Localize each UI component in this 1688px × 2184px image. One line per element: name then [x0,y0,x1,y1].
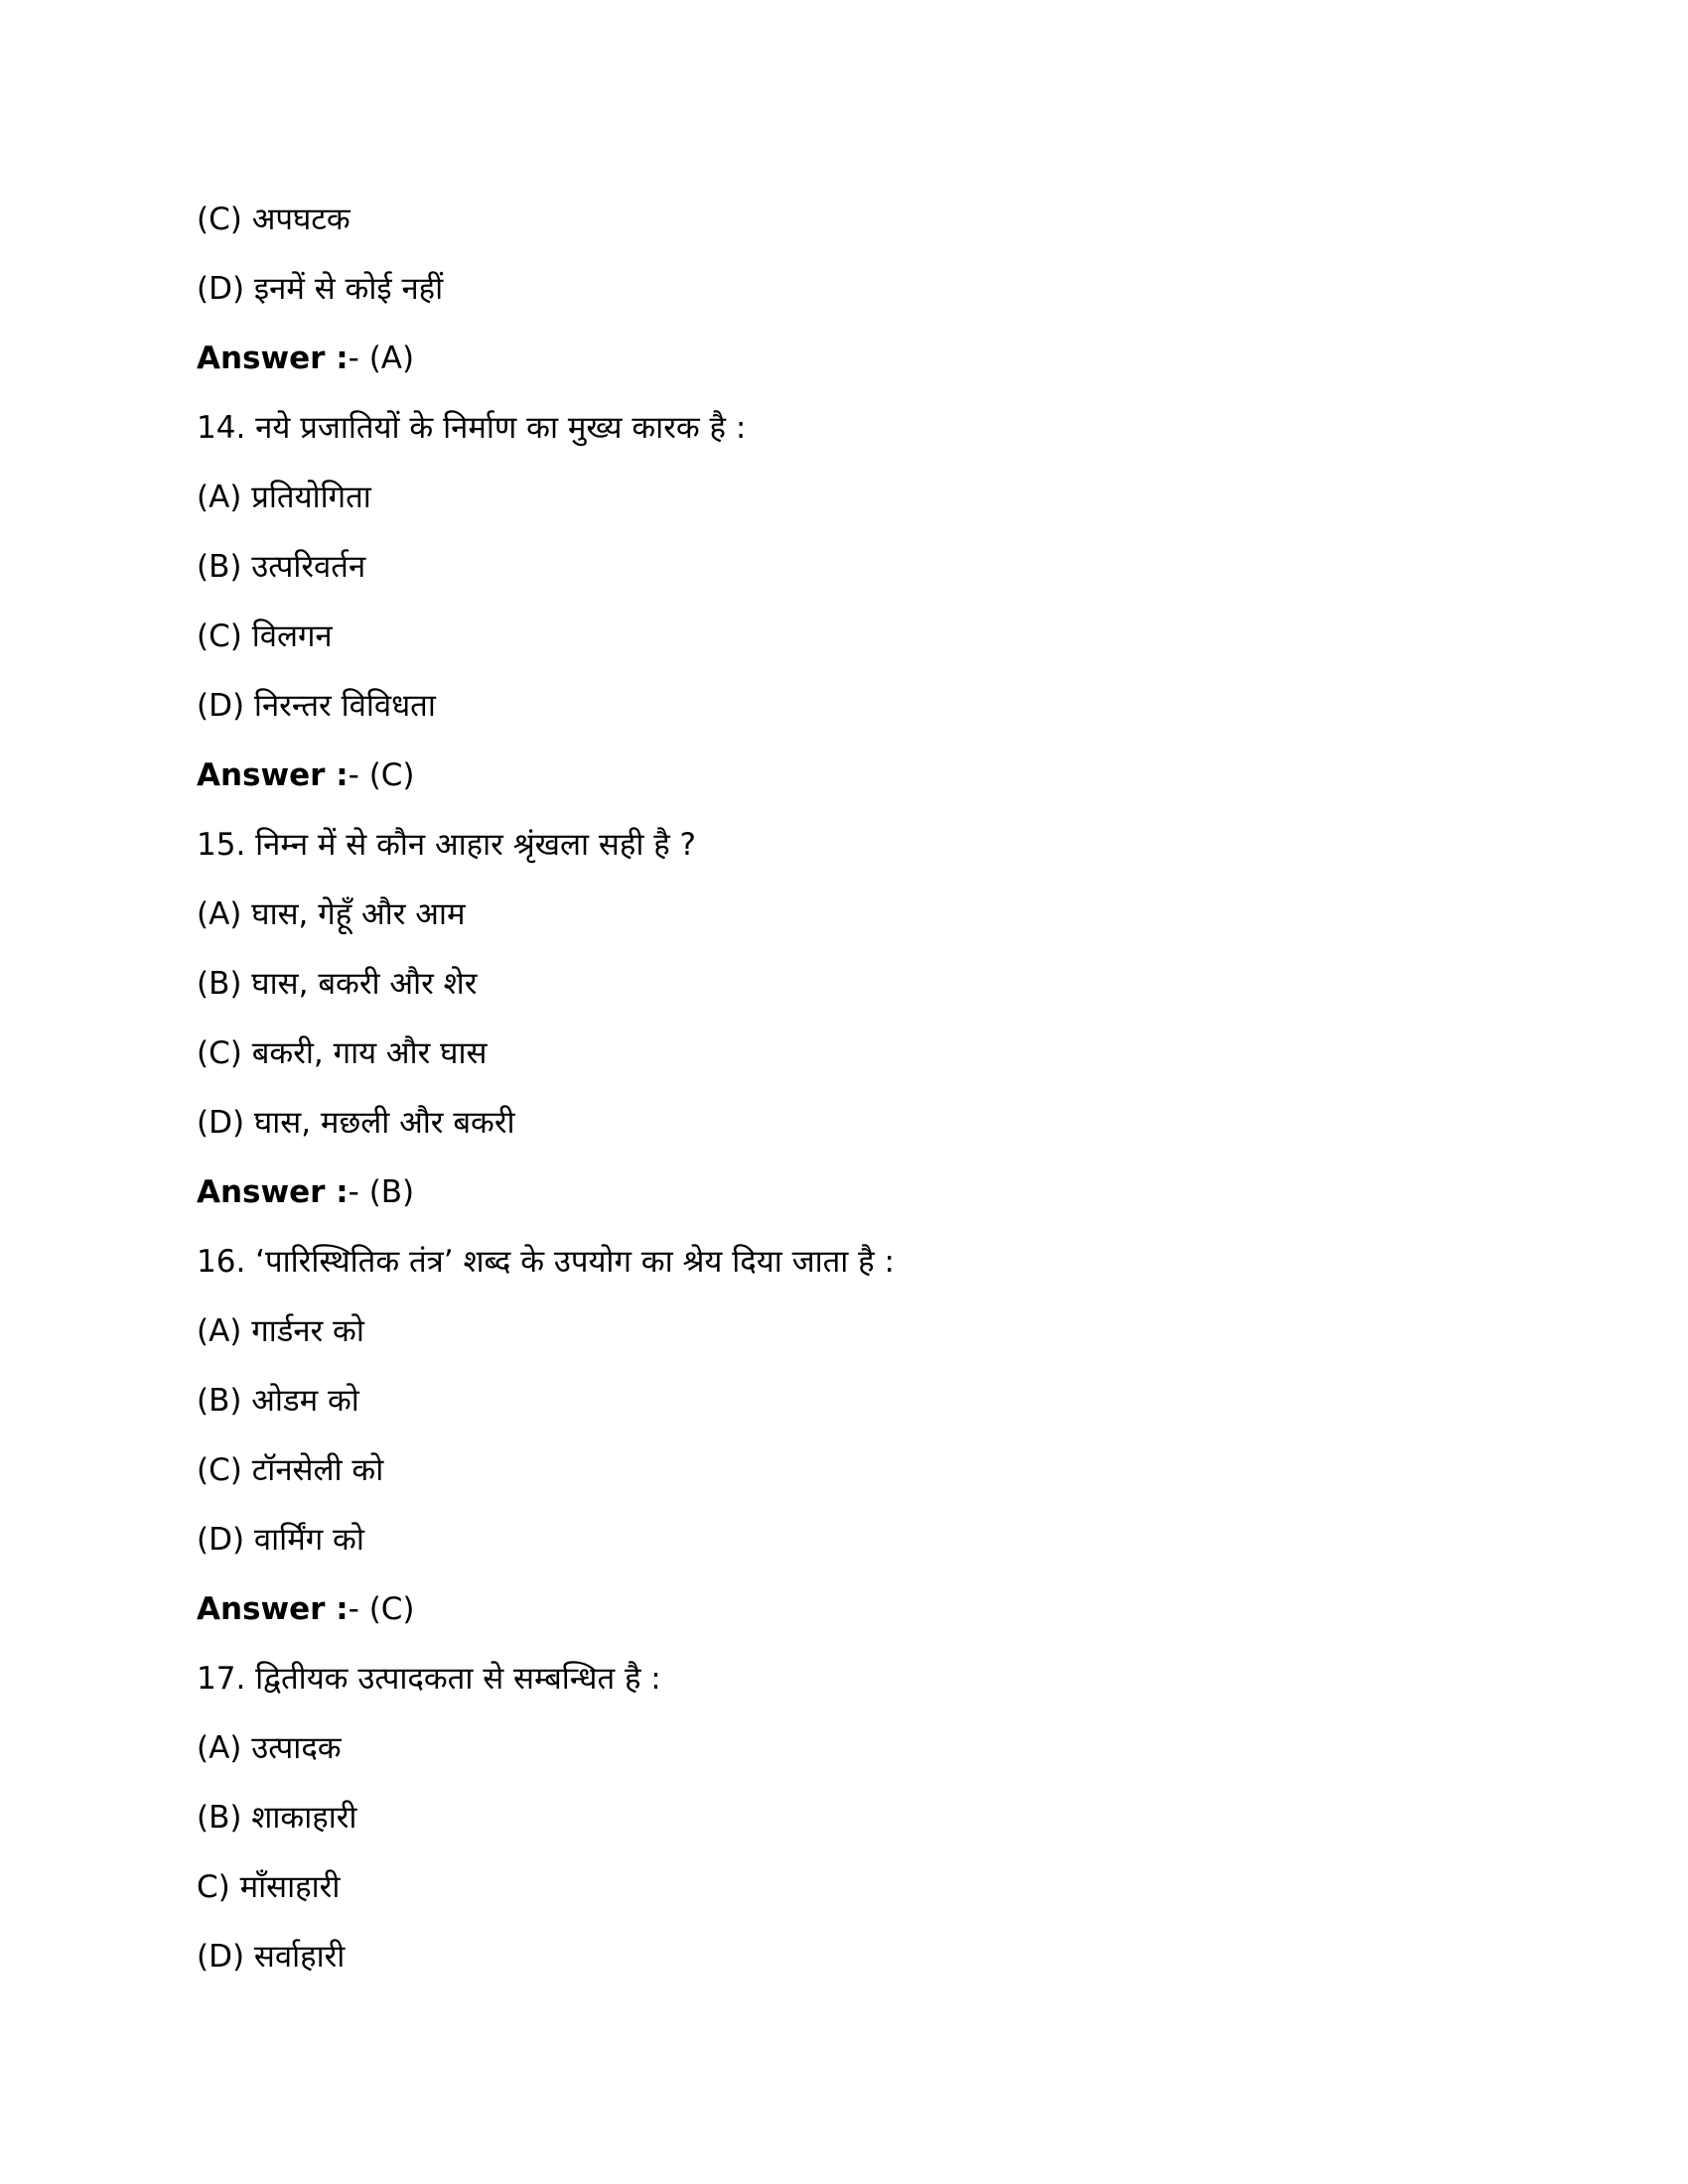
option-line: (C) अपघटक [197,202,351,237]
option-line: (B) उत्परिवर्तन [197,549,366,585]
answer-label: Answer : [197,1591,349,1627]
option-line: C) माँसाहारी [197,1869,341,1905]
question-line: 15. निम्न में से कौन आहार श्रृंखला सही है ? [197,827,696,863]
option-line: (D) सर्वाहारी [197,1939,346,1975]
option-line: (C) विलगन [197,618,333,654]
answer-value: - (C) [348,1591,415,1627]
option-line: (A) गार्डनर को [197,1313,364,1349]
answer-value: - (A) [348,341,415,376]
option-line: (B) घास, बकरी और शेर [197,966,478,1002]
answer-line [197,1167,1567,1237]
answer-line [197,334,1567,403]
question-line: 17. द्वितीयक उत्पादकता से सम्बन्धित है : [197,1661,661,1697]
answer-label: Answer : [197,1174,349,1210]
option-line: (B) ओडम को [197,1383,359,1419]
answer-label: Answer : [197,341,349,376]
answer-value: - (C) [348,757,415,793]
option-line: (C) बकरी, गाय और घास [197,1035,488,1071]
question-line: 14. नये प्रजातियों के निर्माण का मुख्य कारक है : [197,410,747,446]
option-line: (D) इनमें से कोई नहीं [197,271,444,307]
option-line: (D) निरन्तर विविधता [197,688,436,724]
option-line: (A) प्रतियोगिता [197,479,371,515]
option-line: (C) टॉनसेली को [197,1452,384,1488]
quiz-content [197,195,1567,2001]
answer-line [197,751,1567,820]
option-line: (A) घास, गेहूँ और आम [197,896,466,932]
answer-value: - (B) [348,1174,415,1210]
option-line: (A) उत्पादक [197,1730,342,1766]
answer-line [197,1584,1567,1654]
option-line: (D) घास, मछली और बकरी [197,1105,515,1141]
option-line: (D) वार्मिंग को [197,1522,364,1558]
option-line: (B) शाकाहारी [197,1800,357,1836]
question-line: 16. ‘पारिस्थितिक तंत्र’ शब्द के उपयोग का श्रेय दिया जाता है : [197,1244,895,1280]
answer-label: Answer : [197,757,349,793]
